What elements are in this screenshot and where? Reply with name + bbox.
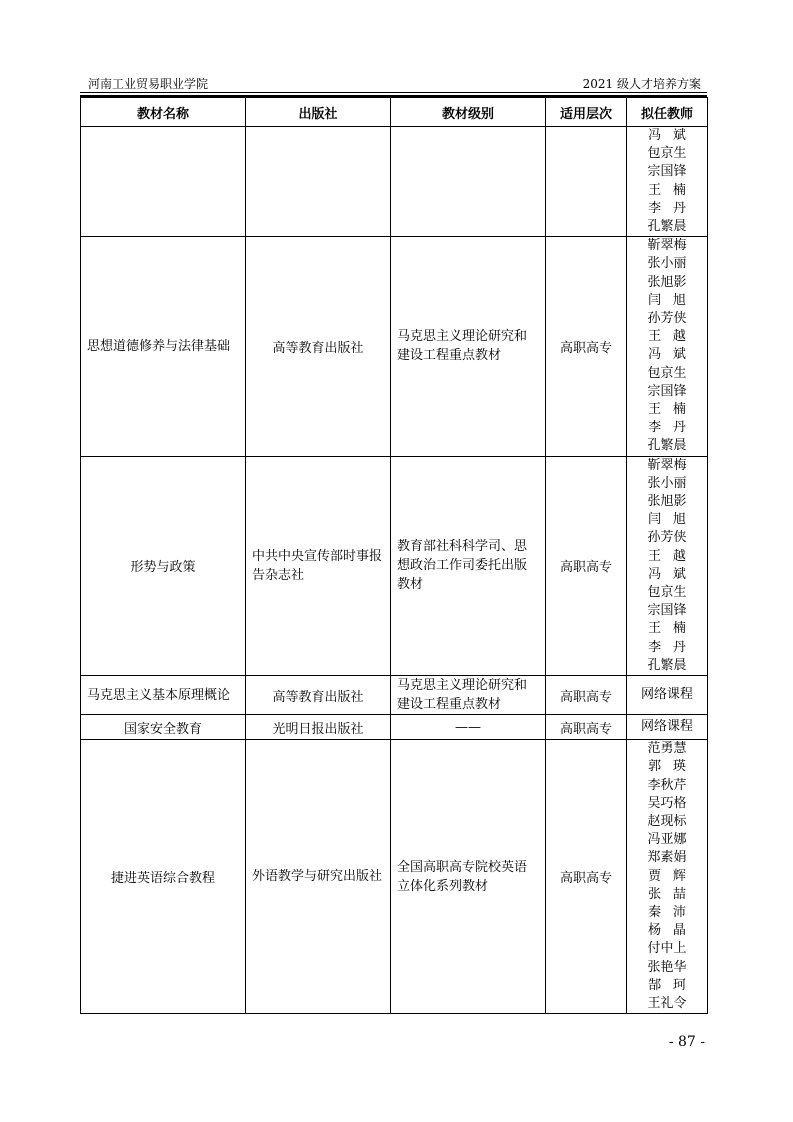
teacher-name: 范勇慧 <box>647 741 687 757</box>
teacher-name: 宗国锋 <box>647 164 687 180</box>
teacher-name: 闫旭 <box>648 512 698 528</box>
table-row <box>81 456 708 675</box>
teacher-name: 王越 <box>648 548 698 564</box>
column-header-teachers: 拟任教师 <box>627 98 708 127</box>
level-cell: 马克思主义理论研究和建设工程重点教材 <box>391 237 546 456</box>
teacher-name: 冯斌 <box>648 566 698 582</box>
textbook-name-cell: 思想道德修养与法律基础 <box>81 237 246 456</box>
teacher-name: 王楠 <box>648 182 698 198</box>
teacher-name: 冯斌 <box>648 128 698 143</box>
teacher-name: 张喆 <box>648 886 698 902</box>
teachers-cell <box>627 715 708 740</box>
textbook-table <box>80 97 708 1014</box>
teacher-name: 靳翠梅 <box>647 457 687 473</box>
tier-cell: 高职高专 <box>546 676 627 715</box>
teacher-name: 张旭影 <box>647 494 687 510</box>
teacher-name: 闫旭 <box>648 292 698 308</box>
tier-cell <box>546 127 627 237</box>
teacher-list <box>633 457 701 675</box>
header-rule-thin <box>80 92 707 93</box>
textbook-name-cell: 马克思主义基本原理概论 <box>81 676 246 715</box>
teacher-name: 赵现标 <box>647 813 687 829</box>
teacher-name: 吴巧格 <box>647 795 687 811</box>
teacher-name: 张旭影 <box>647 274 687 290</box>
teacher-name: 李秋芹 <box>647 777 687 793</box>
column-header-level: 教材级别 <box>391 98 546 127</box>
tier-cell: 高职高专 <box>546 237 627 456</box>
teacher-list <box>633 127 701 236</box>
teacher-name: 包京生 <box>647 146 687 162</box>
textbook-name-cell: 捷进英语综合教程 <box>81 740 246 1014</box>
publisher-cell <box>246 127 391 237</box>
teachers-cell <box>627 740 708 1014</box>
level-cell: —— <box>391 715 546 740</box>
teacher-name: 郭瑛 <box>648 759 698 775</box>
teachers-cell <box>627 676 708 715</box>
teacher-name: 孔繁晨 <box>647 438 687 454</box>
teacher-name: 郜珂 <box>648 977 698 993</box>
column-header-name: 教材名称 <box>81 98 246 127</box>
table-row <box>81 676 708 715</box>
table-row <box>81 127 708 237</box>
textbook-name-cell: 国家安全教育 <box>81 715 246 740</box>
teacher-name: 孙芳侠 <box>647 530 687 546</box>
teacher-name: 张艳华 <box>647 959 687 975</box>
teacher-name: 宗国锋 <box>647 383 687 399</box>
level-cell: 教育部社科科学司、思想政治工作司委托出版教材 <box>391 456 546 675</box>
publisher-cell: 中共中央宣传部时事报告杂志社 <box>246 456 391 675</box>
teacher-name: 包京生 <box>647 365 687 381</box>
tier-cell: 高职高专 <box>546 740 627 1014</box>
teacher-name: 王楠 <box>648 402 698 418</box>
teachers-cell <box>627 456 708 675</box>
tier-cell: 高职高专 <box>546 456 627 675</box>
page-header <box>80 76 707 92</box>
teacher-name: 李丹 <box>648 200 698 216</box>
teacher-name: 杨晶 <box>648 923 698 939</box>
page-number: - 87 - <box>668 1034 705 1050</box>
teacher-name: 贾辉 <box>648 868 698 884</box>
level-cell: 马克思主义理论研究和建设工程重点教材 <box>391 676 546 715</box>
level-cell <box>391 127 546 237</box>
tier-cell: 高职高专 <box>546 715 627 740</box>
table-row <box>81 715 708 740</box>
teacher-list <box>633 740 701 1013</box>
teacher-name: 网络课程 <box>640 686 693 702</box>
column-header-publisher: 出版社 <box>246 98 391 127</box>
teacher-name: 冯斌 <box>648 347 698 363</box>
publisher-cell: 高等教育出版社 <box>246 676 391 715</box>
teacher-list <box>633 686 701 704</box>
teacher-name: 宗国锋 <box>647 603 687 619</box>
teacher-list <box>633 237 701 455</box>
teacher-name: 张小丽 <box>647 256 687 272</box>
teacher-name: 王越 <box>648 329 698 345</box>
school-name: 河南工业贸易职业学院 <box>88 77 209 91</box>
publisher-cell: 光明日报出版社 <box>246 715 391 740</box>
teacher-name: 冯亚娜 <box>647 832 687 848</box>
teacher-name: 包京生 <box>647 585 687 601</box>
teacher-name: 付中上 <box>647 941 687 957</box>
teacher-name: 王楠 <box>648 621 698 637</box>
teacher-name: 孙芳侠 <box>647 311 687 327</box>
textbook-name-cell: 形势与政策 <box>81 456 246 675</box>
document-title: 2021 级人才培养方案 <box>582 77 701 91</box>
publisher-cell: 高等教育出版社 <box>246 237 391 456</box>
table-row <box>81 740 708 1014</box>
teacher-name: 孔繁晨 <box>647 219 687 235</box>
level-cell: 全国高职高专院校英语立体化系列教材 <box>391 740 546 1014</box>
teacher-list <box>633 718 701 736</box>
teachers-cell <box>627 127 708 237</box>
teacher-name: 郑素娟 <box>647 850 687 866</box>
teacher-name: 孔繁晨 <box>647 657 687 673</box>
column-header-tier: 适用层次 <box>546 98 627 127</box>
table-header-row <box>81 98 708 127</box>
teacher-name: 靳翠梅 <box>647 238 687 254</box>
teacher-name: 李丹 <box>648 639 698 655</box>
textbook-name-cell <box>81 127 246 237</box>
teacher-name: 张小丽 <box>647 475 687 491</box>
teacher-name: 王礼令 <box>647 995 687 1011</box>
teachers-cell <box>627 237 708 456</box>
teacher-name: 网络课程 <box>640 718 693 734</box>
teacher-name: 李丹 <box>648 420 698 436</box>
table-row <box>81 237 708 456</box>
publisher-cell: 外语教学与研究出版社 <box>246 740 391 1014</box>
teacher-name: 秦沛 <box>648 904 698 920</box>
